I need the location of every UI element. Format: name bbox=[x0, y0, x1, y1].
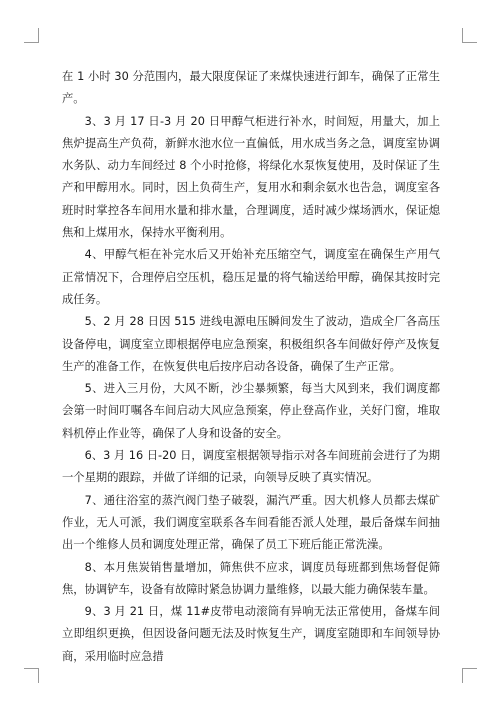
crop-mark-bottom-left bbox=[24, 668, 39, 683]
paragraph-item-9: 9、3 月 21 日，煤 11#皮带电动滚筒有异响无法正常使用，备煤车间立即组织更换，但因设备问题无法及时恢复生产，调度室随即和车间领导协商，采用临时应急措 bbox=[62, 605, 440, 663]
paragraph-item-8: 8、本月焦炭销售量增加，筛焦供不应求，调度员每班都到焦场督促筛焦，协调铲车，设备有故障时紧急协调力量维修，以最大能力确保装车量。 bbox=[62, 560, 440, 596]
document-body bbox=[62, 66, 440, 668]
paragraph-item-5b: 5、进入三月份，大风不断，沙尘暴频繁，每当大风到来，我们调度都会第一时间叮嘱各车间启动大风应急预案，停止登高作业，关好门窗，堆取料机停止作业等，确保了人身和设备的安全。 bbox=[62, 382, 440, 440]
paragraph-continuation: 在 1 小时 30 分范围内，最大限度保证了来煤快速进行卸车，确保了正常生产。 bbox=[62, 70, 440, 106]
crop-mark-top-right bbox=[462, 28, 477, 43]
paragraph-item-6: 6、3 月 16 日-20 日，调度室根据领导指示对各车间班前会进行了为期一个星期的跟踪，并做了详细的记录，向领导反映了真实情况。 bbox=[62, 449, 440, 485]
paragraph-item-5a: 5、2 月 28 日因 515 进线电源电压瞬间发生了波动，造成全厂各高压设备停电，调度室立即根据停电应急预案，积极组织各车间做好停产及恢复生产的准备工作，在恢复供电后按序启动各设备，确保了生产正常。 bbox=[62, 315, 440, 373]
crop-mark-bottom-right bbox=[462, 668, 477, 683]
paragraph-item-4: 4、甲醇气柜在补完水后又开始补充压缩空气，调度室在确保生产用气正常情况下，合理停启空压机，稳压足量的将气输送给甲醇，确保其按时完成任务。 bbox=[62, 248, 440, 306]
paragraph-item-7: 7、通往浴室的蒸汽阀门垫子破裂，漏汽严重。因大机修人员都去煤矿作业，无人可派，我们调度室联系各车间看能否派人处理，最后备煤车间抽出一个维修人员和调度处理正常，确保了员工下班后能正常洗澡。 bbox=[62, 493, 440, 552]
crop-mark-top-left bbox=[24, 28, 39, 43]
paragraph-item-3: 3、3 月 17 日-3 月 20 日甲醇气柜进行补水，时间短，用量大，加上焦炉提高生产负荷，新鲜水池水位一直偏低，用水成当务之急，调度室协调水务队、动力车间经过 8 个小时抢修，将绿化水泵恢复使用，及时保证了生产和甲醇用水。同时，因上负荷生产，复用水和剩余氨水也告急，调度室各班时时掌控各车间用水量和排水量，合理调度，适时减少煤场洒水，保证熄焦和上煤用水，保持水平衡利用。 bbox=[62, 114, 440, 240]
